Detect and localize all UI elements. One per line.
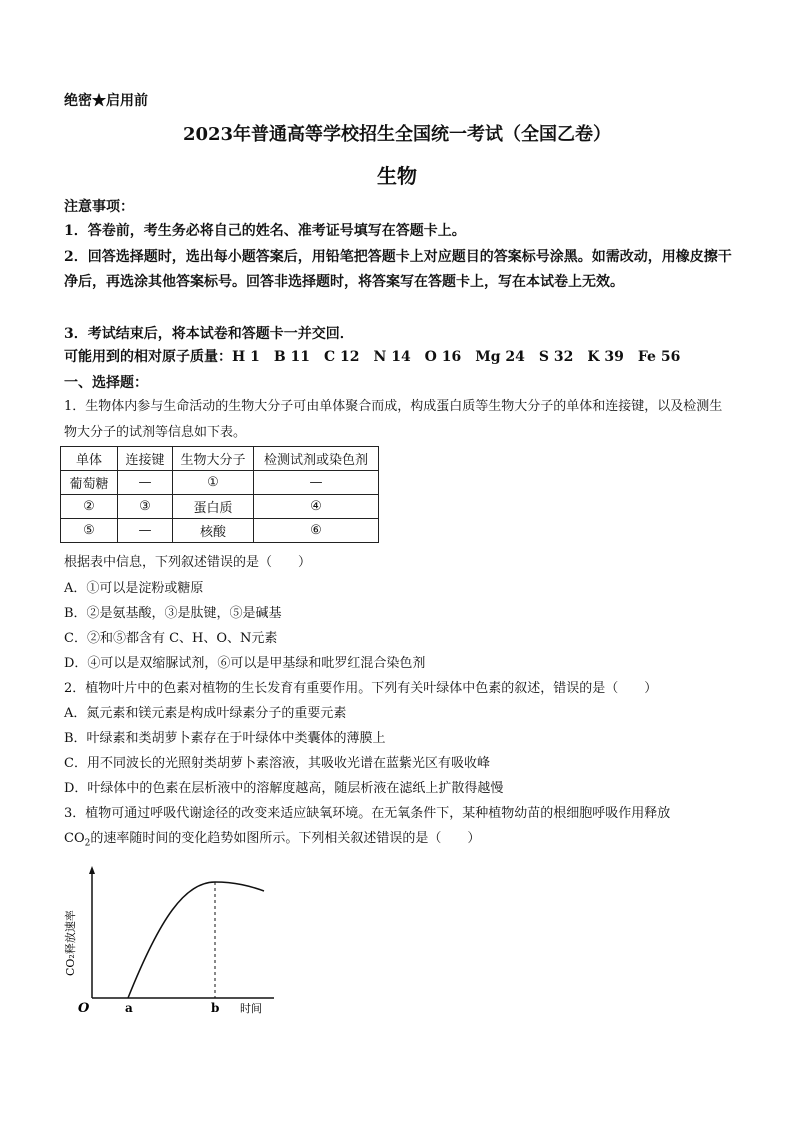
table-header-cell: 连接键 xyxy=(118,447,173,471)
table-header-cell: 检测试剂或染色剂 xyxy=(254,447,379,471)
notes-heading: 注意事项： xyxy=(64,199,134,215)
table-cell: — xyxy=(118,471,173,495)
section-heading: 一、选择题： xyxy=(64,375,148,391)
question-2-option-d: D．叶绿体中的色素在层析液中的溶解度越高，随层析液在滤纸上扩散得越慢 xyxy=(64,781,504,796)
question-1-ask: 根据表中信息，下列叙述错误的是（ ） xyxy=(64,555,312,570)
table-header-cell: 单体 xyxy=(61,447,118,471)
note-1: 1．答卷前，考生务必将自己的姓名、准考证号填写在答题卡上。 xyxy=(64,223,466,239)
co2-text: CO xyxy=(64,831,85,846)
question-2-option-c: C．用不同波长的光照射类胡萝卜素溶液，其吸收光谱在蓝紫光区有吸收峰 xyxy=(64,756,490,771)
question-3-stem-rest: 的速率随时间的变化趋势如图所示。下列相关叙述错误的是（ ） xyxy=(90,831,481,846)
table-cell: ③ xyxy=(118,495,173,519)
exam-title: 2023年普通高等学校招生全国统一考试（全国乙卷） xyxy=(182,124,612,145)
subject-title: 生物 xyxy=(377,164,417,188)
question-2-option-a: A．氮元素和镁元素是构成叶绿素分子的重要元素 xyxy=(64,706,347,721)
question-1-table xyxy=(60,446,379,543)
co2-subscript: 2 xyxy=(84,838,91,849)
table-cell: 蛋白质 xyxy=(173,495,254,519)
atomic-masses-values: H 1 B 11 C 12 N 14 O 16 Mg 24 S 32 K 39 Fe 56 xyxy=(232,349,681,365)
note-2: 2．回答选择题时，选出每小题答案后，用铅笔把答题卡上对应题目的答案标号涂黑。如需改动，用橡皮擦干净后，再选涂其他答案标号。回答非选择题时，将答案写在答题卡上，写在本试卷上无效。 xyxy=(64,249,732,290)
table-header-row xyxy=(61,447,379,471)
table-cell: ① xyxy=(173,471,254,495)
table-cell: 核酸 xyxy=(173,519,254,543)
y-axis-arrow xyxy=(89,866,95,874)
question-1-option-b: B．②是氨基酸，③是肽键，⑤是碱基 xyxy=(64,606,282,621)
table-row xyxy=(61,495,379,519)
question-1-option-d: D．④可以是双缩脲试剂，⑥可以是甲基绿和吡罗红混合染色剂 xyxy=(64,656,426,671)
question-2-option-b: B．叶绿素和类胡萝卜素存在于叶绿体中类囊体的薄膜上 xyxy=(64,731,386,746)
atomic-masses xyxy=(64,346,680,366)
co2-release-graph xyxy=(60,858,290,1018)
table-cell: ⑤ xyxy=(61,519,118,543)
table-header-cell: 生物大分子 xyxy=(173,447,254,471)
question-3-stem-line2 xyxy=(64,827,480,849)
table-row xyxy=(61,471,379,495)
question-3-stem-line1: 3．植物可通过呼吸代谢途径的改变来适应缺氧环境。在无氧条件下，某种植物幼苗的根细胞呼吸作用释放 xyxy=(64,806,671,821)
tick-b-label: b xyxy=(211,1001,220,1015)
note-3: 3．考试结束后，将本试卷和答题卡一并交回． xyxy=(64,326,354,342)
table-cell: — xyxy=(254,471,379,495)
table-cell: — xyxy=(118,519,173,543)
table-cell: ② xyxy=(61,495,118,519)
atomic-masses-label: 可能用到的相对原子质量： xyxy=(64,349,232,365)
tick-a-label: a xyxy=(125,1001,133,1015)
question-2-stem: 2．植物叶片中的色素对植物的生长发育有重要作用。下列有关叶绿体中色素的叙述，错误的是（ ） xyxy=(64,681,658,696)
question-1-stem: 1．生物体内参与生命活动的生物大分子可由单体聚合而成，构成蛋白质等生物大分子的单体和连接键，以及检测生物大分子的试剂等信息如下表。 xyxy=(64,399,723,440)
table-cell: ④ xyxy=(254,495,379,519)
confidential-mark: 绝密★启用前 xyxy=(64,93,148,109)
y-axis-label: CO₂释放速率 xyxy=(64,910,77,976)
table-cell: ⑥ xyxy=(254,519,379,543)
table-row xyxy=(61,519,379,543)
rate-curve xyxy=(128,882,264,998)
table-cell: 葡萄糖 xyxy=(61,471,118,495)
origin-label: O xyxy=(78,1001,90,1016)
question-1-option-a: A．①可以是淀粉或糖原 xyxy=(64,581,204,596)
question-1-option-c: C．②和⑤都含有 C、H、O、N元素 xyxy=(64,631,278,646)
x-axis-label: 时间 xyxy=(240,1002,262,1015)
